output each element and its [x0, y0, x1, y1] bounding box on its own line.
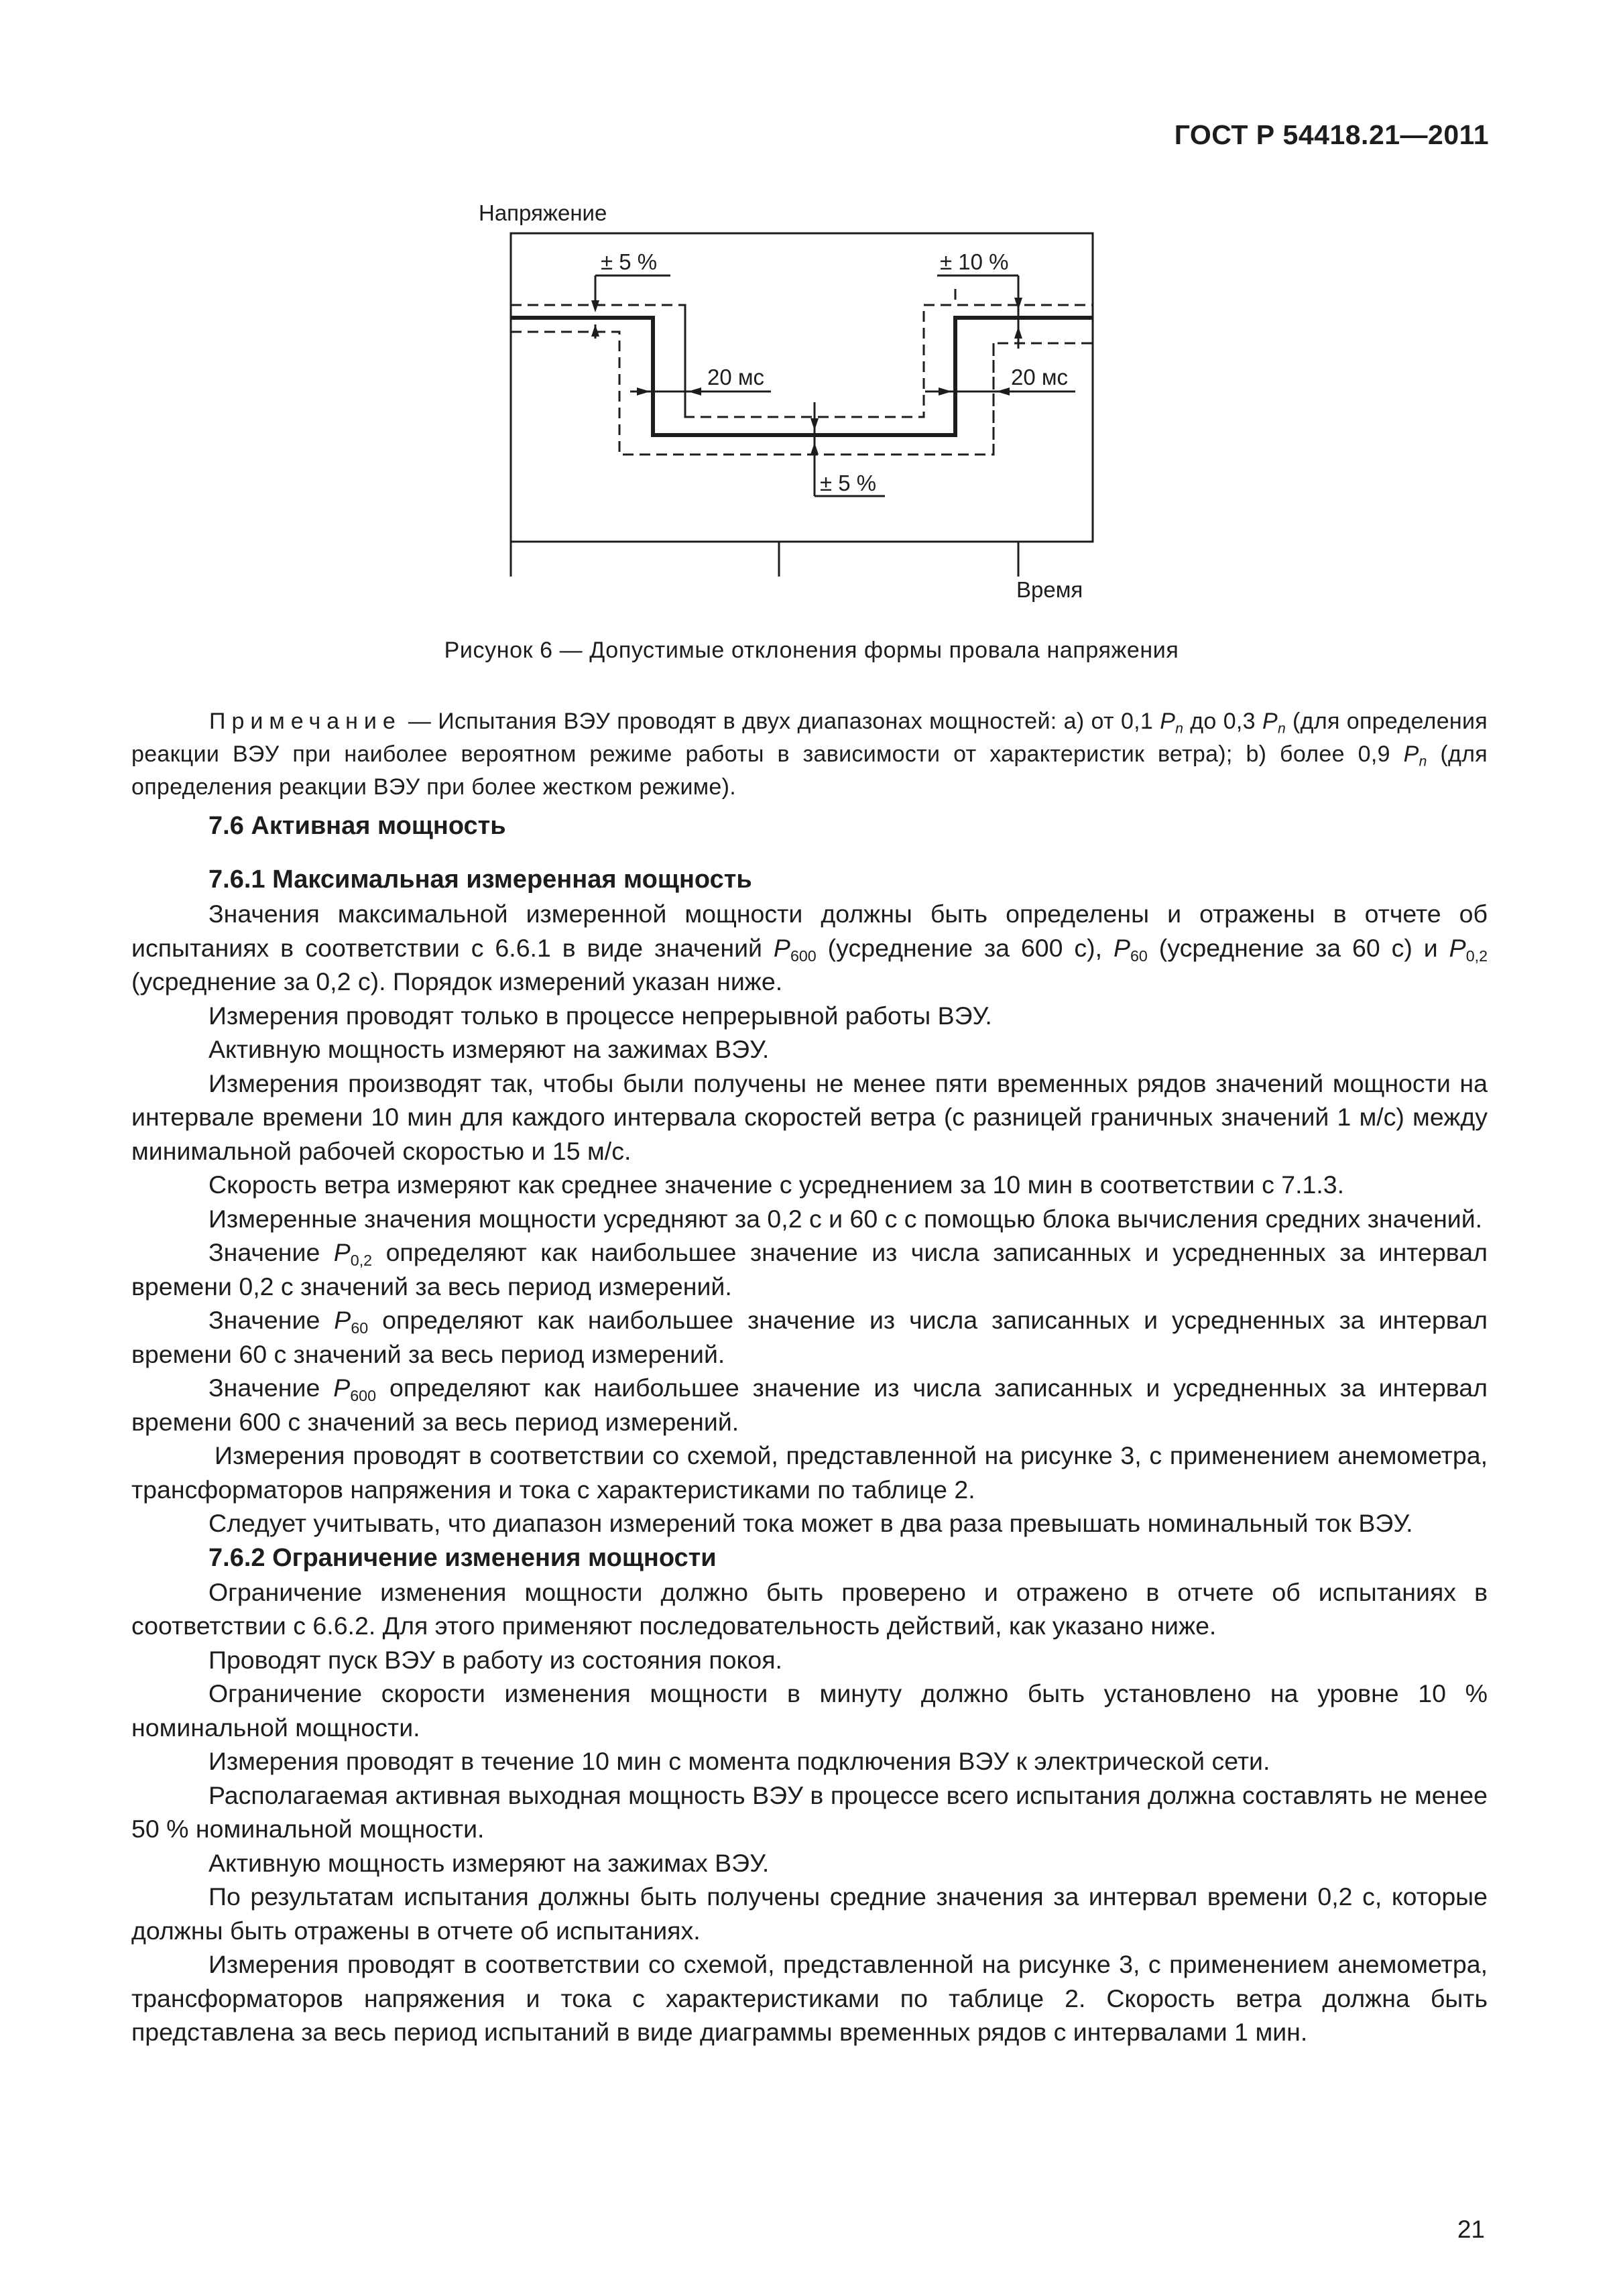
paragraph: Скорость ветра измеряют как среднее значение с усреднением за 10 мин в соответствии с 7.1.3. — [208, 1170, 1345, 1199]
time-left-label: 20 мс — [707, 365, 765, 389]
subsection-heading-7-6-1: 7.6.1 Максимальная измеренная мощность — [208, 865, 752, 894]
paragraph: Измерения проводят в соответствии со схемой, представленной на рисунке 3, с применением анемометра, трансформаторов напряжения и тока с характеристиками по таблице 2. Скорость ветра должна быть представлена за весь период испытаний в виде диаграммы временных рядов с интервалами 1 мин. — [131, 1950, 1488, 2046]
tol-bottom-arrow-down — [810, 418, 819, 430]
figure-note: Примечание — Испытания ВЭУ проводят в двух диапазонах мощностей: a) от 0,1 $P_n$ до 0,3 $P_n$ (для определения реакции ВЭУ при наиболее вероятном режиме работы в зависимости от характеристик ветра); b) более 0,9 $P_n$ (для определения реакции ВЭУ при более жестком режиме). — [131, 709, 1488, 800]
figure-voltage-dip — [0, 0, 1623, 644]
paragraph: Значения максимальной измеренной мощности должны быть определены и отражены в отчете об испытаниях в соответствии с 6.6.1 в виде значений $P_{600}$ (усреднение за 600 с), $P_{60}$ (усреднение за 60 с) и $P_{0,2}$ (усреднение за 0,2 с). Порядок измерений указан ниже. — [131, 900, 1488, 995]
tol-left-top-label: ± 5 % — [601, 249, 658, 274]
tol-bottom-label: ± 5 % — [820, 471, 877, 495]
paragraph: По результатам испытания должны быть получены средние значения за интервал времени 0,2 с, которые должны быть отражены в отчете об испытаниях. — [131, 1882, 1488, 1945]
paragraph: Измерения проводят только в процессе непрерывной работы ВЭУ. — [208, 1001, 992, 1030]
tol-left-top-arrow-down — [591, 300, 599, 312]
subsection-heading-7-6-2: 7.6.2 Ограничение изменения мощности — [208, 1543, 717, 1572]
time-left-arrow-left — [688, 387, 701, 396]
plot-frame — [511, 233, 1093, 542]
note-lead: Примечание — [209, 709, 402, 734]
voltage-dip-diagram — [0, 0, 1623, 644]
time-left-arrow-right — [637, 387, 650, 396]
y-axis-label: Напряжение — [479, 200, 607, 225]
tol-right-top-arrow-down — [1014, 298, 1022, 310]
tol-right-top-label: ± 10 % — [940, 249, 1009, 274]
paragraph: Следует учитывать, что диапазон измерений тока может в два раза превышать номинальный ток ВЭУ. — [208, 1509, 1413, 1537]
time-right-arrow-left — [996, 387, 1010, 396]
paragraph: Измерения проводят в соответствии со схемой, представленной на рисунке 3, с применением анемометра, трансформаторов напряжения и тока с характеристиками по таблице 2. — [131, 1441, 1488, 1504]
tol-bottom-arrow-up — [810, 442, 819, 455]
time-right-arrow-right — [939, 387, 952, 396]
paragraph: Ограничение изменения мощности должно быть проверено и отражено в отчете об испытаниях в соответствии с 6.6.2. Для этого применяют последовательность действий, как указано ниже. — [131, 1577, 1488, 1640]
x-axis-label: Время — [1016, 577, 1083, 602]
paragraph: Значение $P_{0,2}$ определяют как наибольшее значение из числа записанных и усредненных за интервал времени 0,2 с значений за весь период измерений. — [131, 1238, 1488, 1301]
page-number: 21 — [1457, 2216, 1485, 2243]
paragraph: Измерения производят так, чтобы были получены не менее пяти временных рядов значений мощности на интервале времени 10 мин для каждого интервала скоростей ветра (с разницей граничных значений 1 м/с) между минимальной рабочей скоростью и 15 м/с. — [131, 1069, 1488, 1165]
paragraph: Измерения проводят в течение 10 мин с момента подключения ВЭУ к электрической сети. — [208, 1747, 1270, 1775]
section-7-6 — [131, 808, 1488, 2049]
figure-caption: Рисунок 6 — Допустимые отклонения формы провала напряжения — [444, 638, 1179, 663]
paragraph: Располагаемая активная выходная мощность ВЭУ в процессе всего испытания должна составлять не менее 50 % номинальной мощности. — [131, 1780, 1488, 1843]
paragraph: Активную мощность измеряют на зажимах ВЭУ. — [208, 1848, 770, 1877]
section-heading-7-6: 7.6 Активная мощность — [208, 812, 506, 840]
paragraph: Проводят пуск ВЭУ в работу из состояния покоя. — [208, 1645, 782, 1674]
paragraph: Ограничение скорости изменения мощности в минуту должно быть установлено на уровне 10 % номинальной мощности. — [131, 1679, 1488, 1742]
upper-tolerance-envelope — [511, 305, 1093, 417]
paragraph: Значение $P_{60}$ определяют как наибольшее значение из числа записанных и усредненных за интервал времени 60 с значений за весь период измерений. — [131, 1306, 1488, 1368]
tol-right-top-arrow-up — [1014, 326, 1022, 339]
paragraph: Измеренные значения мощности усредняют за 0,2 с и 60 с с помощью блока вычисления средних значений. — [208, 1204, 1483, 1233]
time-right-label: 20 мс — [1011, 365, 1069, 389]
paragraph: Активную мощность измеряют на зажимах ВЭУ. — [208, 1035, 770, 1063]
document-code-header: ГОСТ Р 54418.21—2011 — [1174, 119, 1489, 150]
paragraph: Значение $P_{600}$ определяют как наибольшее значение из числа записанных и усредненных за интервал времени 600 с значений за весь период измерений. — [131, 1374, 1488, 1436]
